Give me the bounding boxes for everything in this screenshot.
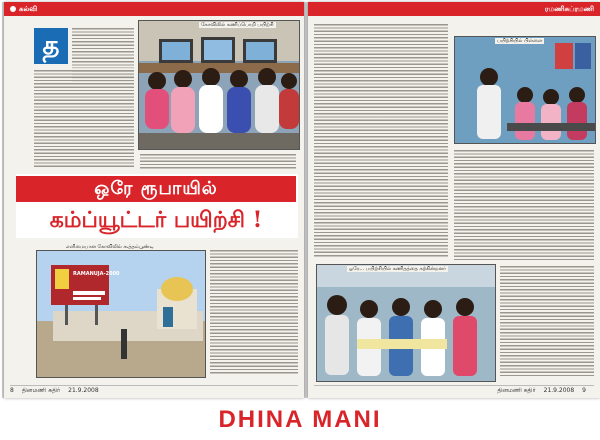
headline-line-1: ஒரே ரூபாயில்: [16, 176, 296, 202]
teacher-photo: [454, 36, 596, 144]
right-page-footer: [314, 385, 594, 396]
right-folio: 9: [582, 387, 586, 394]
right-top-photo-label: பயிற்சியில் பிள்ளை: [497, 38, 543, 44]
students-photo: [316, 264, 496, 382]
bottom-photo-caption: எளிமையான கோவிலில் கூத்தம்பூண்டி: [66, 244, 154, 250]
teacher-illustration: [455, 37, 595, 143]
right-bottom-photo-label: ஓரே... பயிற்சியில் கணிதத்தை கற்கின்றனர்: [349, 266, 446, 272]
right-page-header: [308, 2, 600, 16]
temple-photo: [36, 250, 206, 378]
left-page-header: [4, 2, 304, 16]
right-date: 21.9.2008: [543, 387, 575, 394]
headline-banner: [16, 174, 298, 238]
left-folio: 8: [10, 387, 14, 394]
signboard-text: RAMANUJA-2000: [73, 271, 120, 277]
classroom-illustration: [139, 21, 299, 149]
left-bottom-text-column: [210, 248, 298, 374]
left-text-column-1: [34, 68, 134, 168]
students-illustration: [317, 265, 495, 381]
right-page: [308, 2, 600, 398]
left-date: 21.9.2008: [68, 387, 99, 394]
left-page: [4, 2, 304, 398]
brand-caption: DHINA MANI: [218, 406, 382, 433]
headline-line-2: கம்ப்யூட்டர் பயிற்சி !: [49, 207, 263, 233]
drop-cap-initial: த: [34, 28, 68, 64]
right-text-column-2: [454, 148, 594, 260]
right-text-column-3: [500, 264, 594, 378]
newspaper-spread: [2, 2, 598, 398]
temple-illustration: [37, 251, 205, 377]
photo-caption-text: [140, 152, 296, 170]
right-paper-name: தினமணி கதிர்: [497, 387, 536, 394]
left-page-footer: [10, 385, 298, 396]
right-text-column-1: [314, 22, 448, 258]
right-section-label: ரமணிசுப்ரமணி: [544, 5, 594, 13]
left-paper-name: தினமணி கதிர்: [21, 387, 61, 394]
top-photo-label: கோவிலில் கணிப்பொறி பயிற்சி: [201, 22, 274, 28]
left-section-label: கல்வி: [19, 5, 38, 13]
classroom-photo: [138, 20, 300, 150]
bullet-icon: [10, 6, 16, 12]
